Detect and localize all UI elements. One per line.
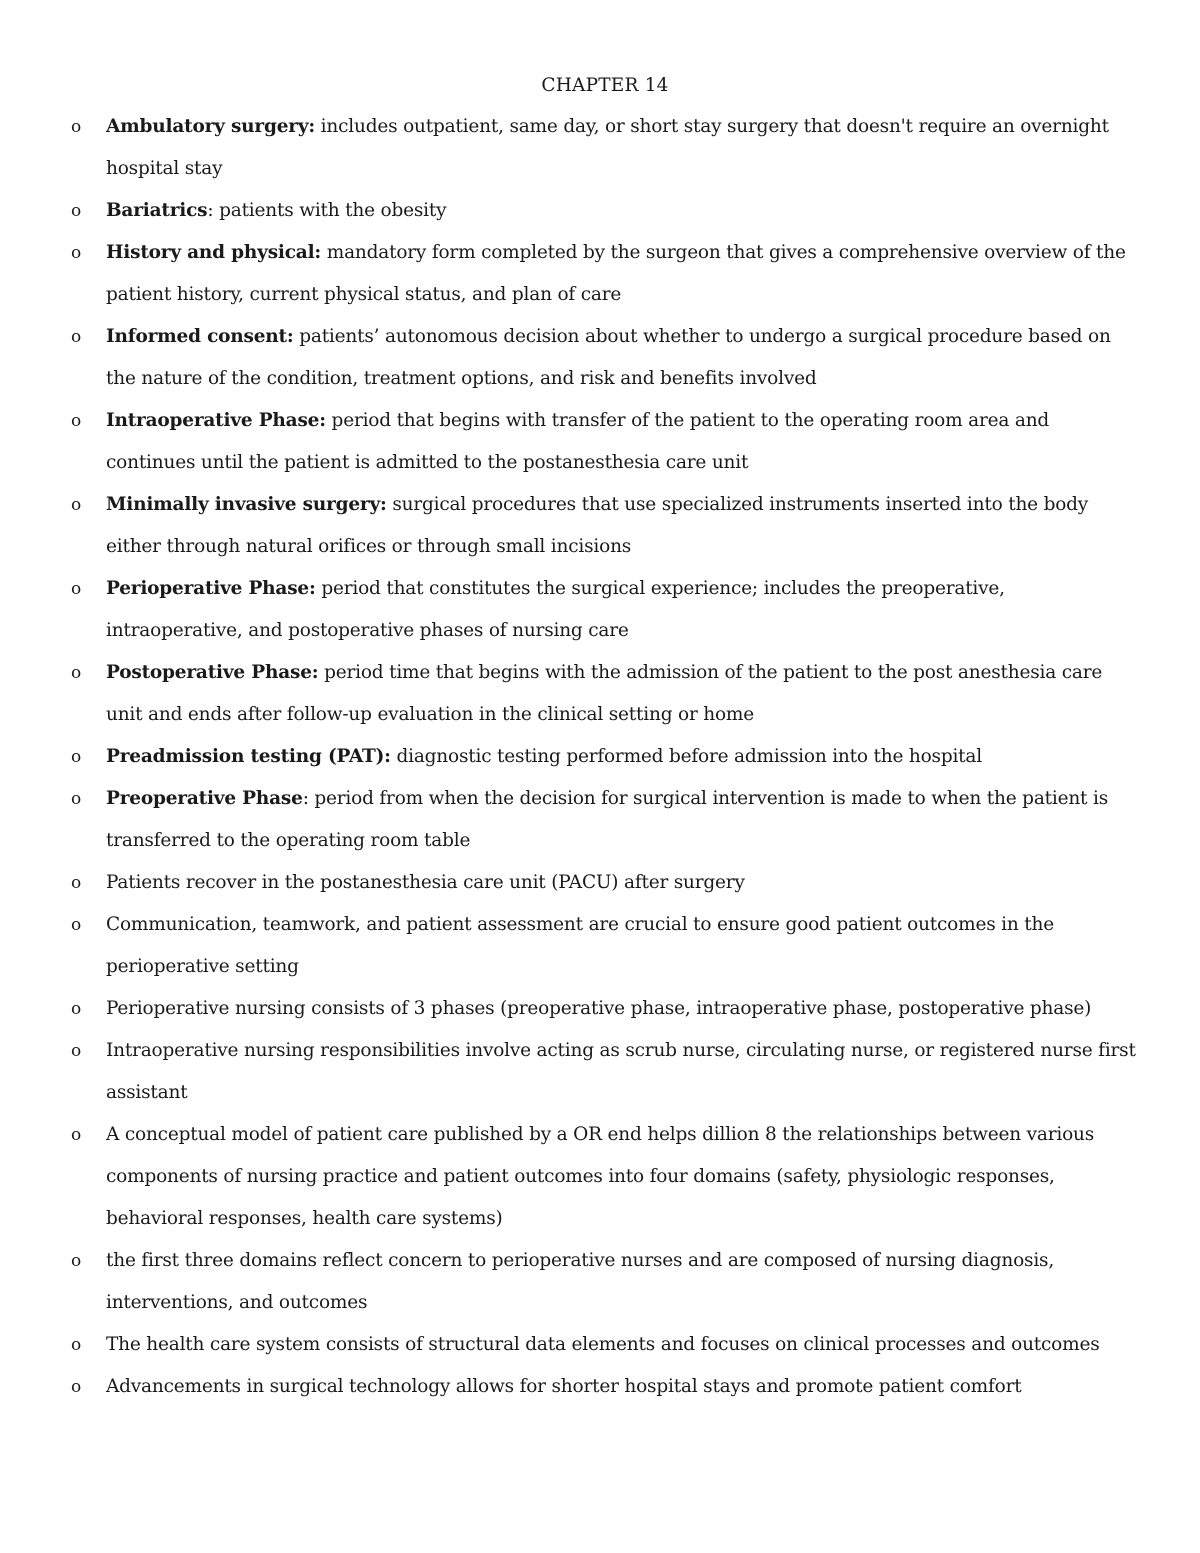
- term-definition: period that begins with transfer of the patient to the operating room area and continues until the patient is admitted to the postanesthesia care unit: [106, 410, 1050, 473]
- bullet-marker: o: [71, 117, 82, 137]
- term-definition: includes outpatient, same day, or short stay surgery that doesn't require an overnight hospital stay: [106, 116, 1109, 179]
- term-definition: : period from when the decision for surgical intervention is made to when the patient is transferred to the operating room table: [106, 788, 1108, 851]
- note-text: The health care system consists of structural data elements and focuses on clinical processes and outcomes: [106, 1334, 1100, 1355]
- term-label: Bariatrics: [106, 200, 208, 221]
- term-definition: period that constitutes the surgical experience; includes the preoperative, intraoperative, and postoperative phases of nursing care: [106, 578, 1005, 641]
- term-label: Minimally invasive surgery:: [106, 494, 387, 515]
- term-label: Postoperative Phase:: [106, 662, 319, 683]
- bullet-marker: o: [71, 579, 82, 599]
- list-item-text: [106, 904, 1140, 988]
- list-item: [70, 904, 1140, 988]
- bullet-marker: o: [71, 1335, 82, 1355]
- note-text: Patients recover in the postanesthesia care unit (PACU) after surgery: [106, 872, 745, 893]
- bullet-marker: o: [71, 201, 82, 221]
- term-definition: patients’ autonomous decision about whether to undergo a surgical procedure based on the nature of the condition, treatment options, and risk and benefits involved: [106, 326, 1111, 389]
- term-label: Intraoperative Phase:: [106, 410, 326, 431]
- list-item: [70, 400, 1140, 484]
- list-item-text: [106, 1240, 1140, 1324]
- list-item: [70, 190, 1140, 232]
- note-text: the first three domains reflect concern to perioperative nurses and are composed of nursing diagnosis, interventions, and outcomes: [106, 1250, 1055, 1313]
- list-item-text: [106, 106, 1140, 190]
- list-item: [70, 988, 1140, 1030]
- bullet-marker: o: [71, 789, 82, 809]
- note-text: A conceptual model of patient care published by a OR end helps dillion 8 the relationships between various components of nursing practice and patient outcomes into four domains (safety, physiologic responses, behavioral responses, health care systems): [106, 1124, 1095, 1229]
- term-label: History and physical:: [106, 242, 322, 263]
- list-item: [70, 1114, 1140, 1240]
- list-item: [70, 1240, 1140, 1324]
- list-item-text: [106, 1366, 1140, 1408]
- bullet-marker: o: [71, 915, 82, 935]
- list-item: [70, 1030, 1140, 1114]
- list-item-text: [106, 316, 1140, 400]
- list-item: [70, 568, 1140, 652]
- list-item: [70, 316, 1140, 400]
- list-item-text: [106, 232, 1140, 316]
- term-definition: mandatory form completed by the surgeon that gives a comprehensive overview of the patient history, current physical status, and plan of care: [106, 242, 1126, 305]
- bullet-marker: o: [71, 411, 82, 431]
- list-item-text: [106, 736, 1140, 778]
- bullet-marker: o: [71, 327, 82, 347]
- term-definition: : patients with the obesity: [207, 200, 447, 221]
- bullet-marker: o: [71, 1251, 82, 1271]
- list-item-text: [106, 568, 1140, 652]
- bullet-marker: o: [71, 495, 82, 515]
- list-item: [70, 652, 1140, 736]
- list-item-text: [106, 1114, 1140, 1240]
- bullet-marker: o: [71, 1377, 82, 1397]
- bullet-marker: o: [71, 243, 82, 263]
- term-definition: diagnostic testing performed before admission into the hospital: [390, 746, 982, 767]
- term-label: Preoperative Phase: [106, 788, 303, 809]
- list-item: [70, 232, 1140, 316]
- list-item-text: [106, 1030, 1140, 1114]
- list-item-text: [106, 484, 1140, 568]
- list-item-text: [106, 190, 1140, 232]
- bullet-list: [70, 106, 1140, 1408]
- term-label: Ambulatory surgery:: [106, 116, 315, 137]
- term-definition: period time that begins with the admission of the patient to the post anesthesia care unit and ends after follow-up evaluation in the clinical setting or home: [106, 662, 1103, 725]
- bullet-marker: o: [71, 1125, 82, 1145]
- list-item-text: [106, 1324, 1140, 1366]
- term-label: Preadmission testing (PAT):: [106, 746, 391, 767]
- list-item-text: [106, 862, 1140, 904]
- chapter-title: CHAPTER 14: [541, 75, 669, 96]
- list-item-text: [106, 400, 1140, 484]
- list-item-text: [106, 988, 1140, 1030]
- note-text: Advancements in surgical technology allows for shorter hospital stays and promote patient comfort: [106, 1376, 1022, 1397]
- list-item-text: [106, 652, 1140, 736]
- bullet-marker: o: [71, 1041, 82, 1061]
- term-definition: surgical procedures that use specialized instruments inserted into the body either through natural orifices or through small incisions: [106, 494, 1089, 557]
- list-item: [70, 484, 1140, 568]
- bullet-marker: o: [71, 747, 82, 767]
- list-item: [70, 1324, 1140, 1366]
- list-item: [70, 862, 1140, 904]
- bullet-marker: o: [71, 999, 82, 1019]
- bullet-marker: o: [71, 873, 82, 893]
- list-item: [70, 1366, 1140, 1408]
- term-label: Perioperative Phase:: [106, 578, 316, 599]
- note-text: Perioperative nursing consists of 3 phases (preoperative phase, intraoperative phase, postoperative phase): [106, 998, 1092, 1019]
- list-item: [70, 778, 1140, 862]
- list-item: [70, 106, 1140, 190]
- note-text: Communication, teamwork, and patient assessment are crucial to ensure good patient outcomes in the perioperative setting: [106, 914, 1054, 977]
- term-label: Informed consent:: [106, 326, 294, 347]
- list-item: [70, 736, 1140, 778]
- note-text: Intraoperative nursing responsibilities involve acting as scrub nurse, circulating nurse, or registered nurse first assistant: [106, 1040, 1136, 1103]
- bullet-marker: o: [71, 663, 82, 683]
- list-item-text: [106, 778, 1140, 862]
